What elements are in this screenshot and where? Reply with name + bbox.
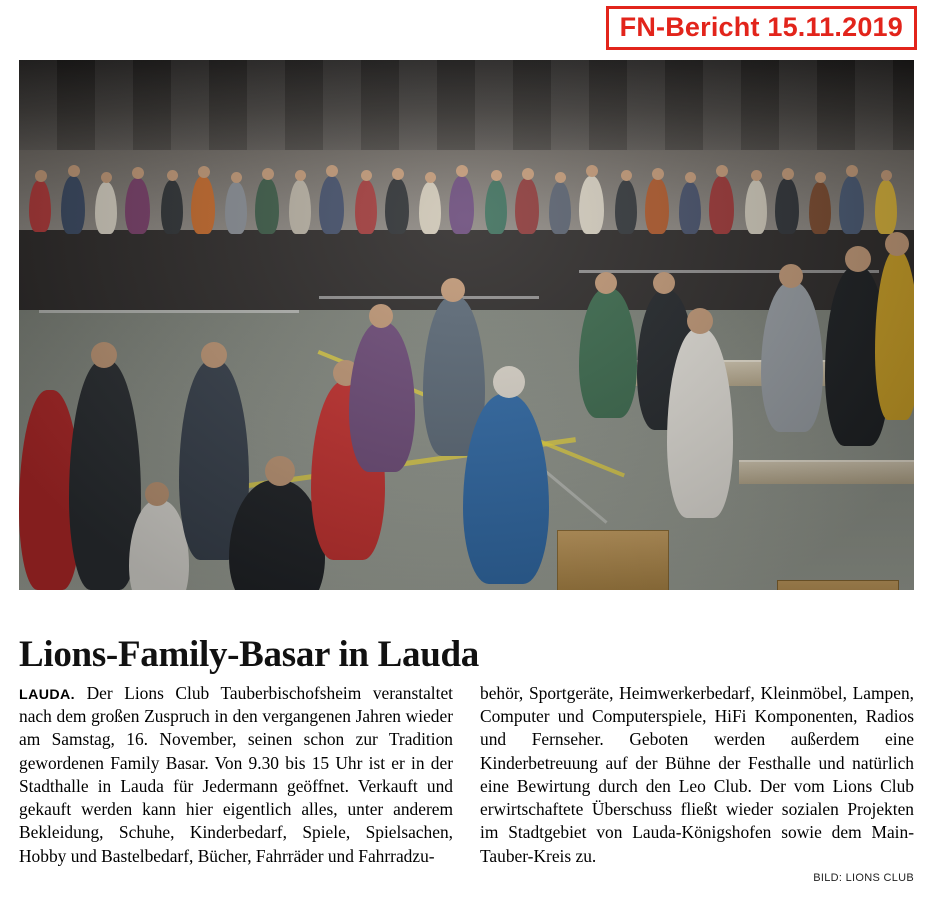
article-photo <box>19 60 914 590</box>
photo-credit: BILD: LIONS CLUB <box>813 872 914 884</box>
report-date-badge: FN-Bericht 15.11.2019 <box>606 6 917 50</box>
page-title: Lions-Family-Basar in Lauda <box>19 633 479 675</box>
crowd-foreground <box>19 60 914 590</box>
dateline: LAUDA. <box>19 687 75 703</box>
article-text-left: Der Lions Club Tauberbischofsheim veranstaltet nach dem großen Zuspruch in den vergangenen Jahren wieder am Samstag, 16. November, seinen schon zur Tradition gewordenen Family Basar. Von 9.30 bis 15 Uhr ist er in der Stadthalle in Lauda für Jedermann geöffnet. Verkauft und gekauft werden kann hier eigentlich alles, unter anderem Bekleidung, Schuhe, Kinderbedarf, Spiele, Spielsachen, Hobby und Bastelbedarf, Bücher, Fahrräder und Fahrradzu- <box>19 683 453 866</box>
photo-scene <box>19 60 914 590</box>
article-text-right: behör, Sportgeräte, Heimwerkerbedarf, Kleinmöbel, Lampen, Computer und Computerspiele, HiFi Komponenten, Radios und Fernseher. Geboten werden außerdem eine Kinderbetreuung auf der Bühne der Festhalle und natürlich eine Bewirtung durch den Leo Club. Der vom Lions Club erwirtschaftete Überschuss fließt wieder sozialen Projekten im Stadtgebiet von Lauda-Königshofen sowie dem Main-Tauber-Kreis zu. <box>480 683 914 866</box>
article-column-left <box>19 682 453 868</box>
article-column-right <box>480 682 914 868</box>
article-body <box>19 682 914 868</box>
